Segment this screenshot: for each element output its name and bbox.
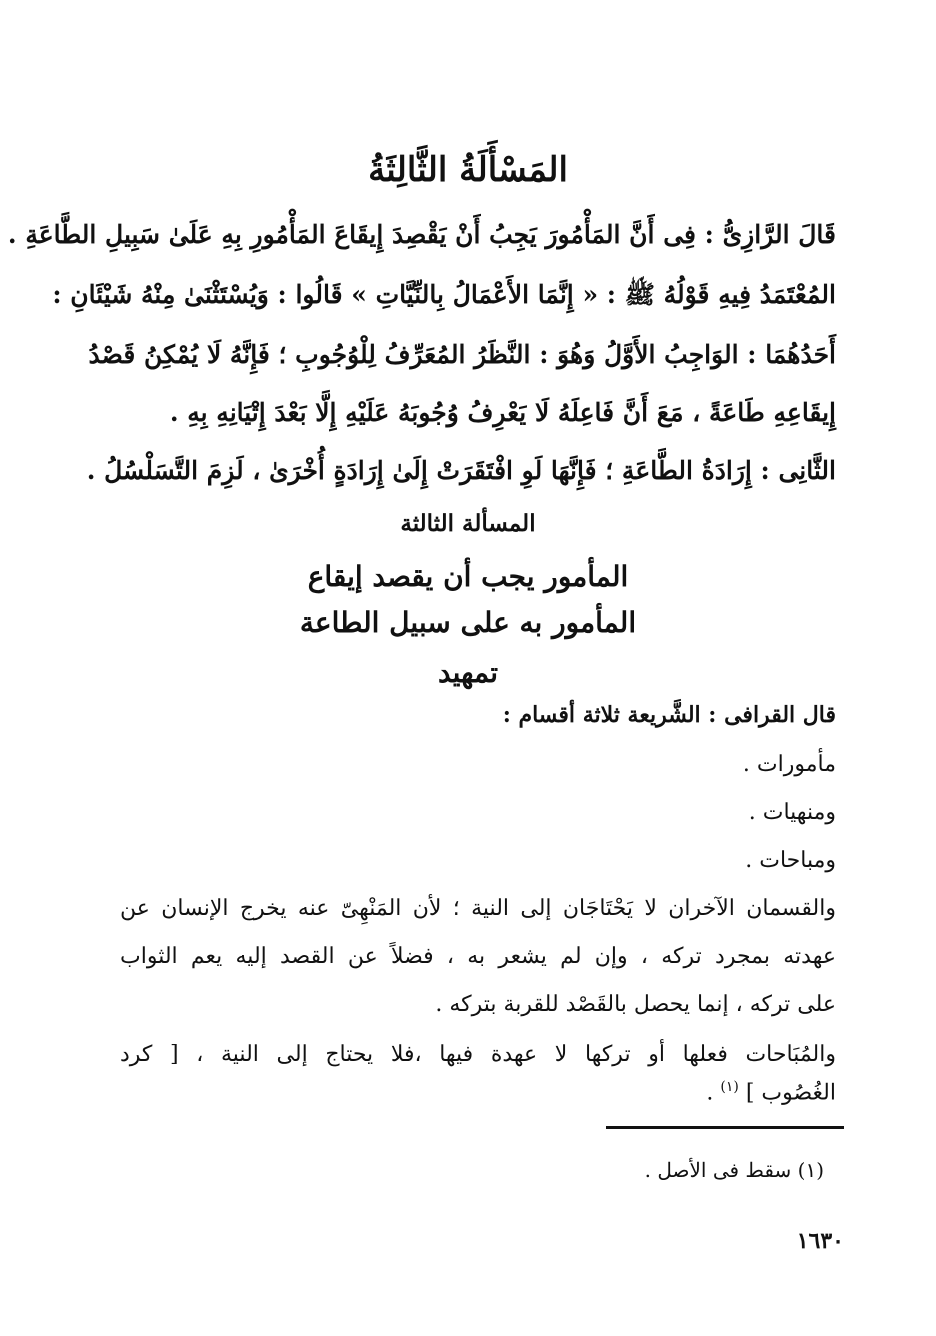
sharh-heading-line: المأمور يجب أن يقصد إيقاع	[307, 560, 629, 593]
body-line-last	[706, 1080, 836, 1104]
body-line: عهدته بمجرد تركه ، وإن لم يشعر به ، فضلاً عن القصد إليه يعم الثواب	[120, 944, 836, 969]
matn-line: المُعْتَمَدُ فِيهِ قَوْلُهُ ﷺ : « إِنَّمَا الأَعْمَالُ بِالنِّيَّاتِ » قَالُوا : وَيُسْتَثْنَىٰ مِنْهُ شَيْئَانِ :	[52, 280, 836, 309]
body-line: قال القرافى : الشَّريعة ثلاثة أقسام :	[502, 702, 836, 728]
body-line: والمُبَاحات فعلها أو تركها لا عهدة فيها ،فلا يحتاج إلى النية ، [ كرد	[120, 1042, 836, 1067]
list-item: مأمورات .	[742, 752, 836, 777]
matn-line: الثَّانِى : إِرَادَةُ الطَّاعَةِ ؛ فَإِنَّهَا لَوِ افْتَقَرَتْ إِلَىٰ إِرَادَةٍ أُخْرَىٰ ، لَزِمَ التَّسَلْسُلُ .	[86, 456, 836, 485]
footnote-divider	[606, 1126, 844, 1129]
matn-line: قَالَ الرَّازِىُّ : فِى أَنَّ المَأْمُورَ يَجِبُ أَنْ يَقْصِدَ إِيقَاعَ المَأْمُورِ بِهِ عَلَىٰ سَبِيلِ الطَّاعَةِ .	[7, 220, 836, 249]
body-text-fragment: الغُصُوب ]	[745, 1080, 836, 1106]
page-number: ١٦٣٠	[796, 1228, 844, 1254]
matn-line: إِيقَاعِهِ طَاعَةً ، مَعَ أَنَّ فَاعِلَهُ لَا يَعْرِفُ وُجُوبَهُ عَلَيْهِ إِلَّا بَعْدَ إِتْيَانِهِ بِهِ .	[169, 398, 836, 427]
sharh-heading-line: المأمور به على سبيل الطاعة	[299, 606, 637, 639]
footnote-ref: (١)	[720, 1079, 739, 1095]
list-item: ومنهيات .	[748, 800, 836, 825]
body-line: والقسمان الآخران لا يَحْتَاجَان إلى النية ؛ لأن المَنْهِىّ عنه يخرج الإنسان عن	[120, 896, 836, 921]
section-title: المَسْأَلَةُ الثَّالِثَةُ	[368, 150, 568, 190]
sharh-title: المسألة الثالثة	[400, 510, 536, 537]
sharh-subheading: تمهيد	[437, 656, 499, 689]
footnote: (١) سقط فى الأصل .	[644, 1158, 824, 1182]
body-line: على تركه ، إنما يحصل بالقَصْد للقربة بتركه .	[435, 992, 836, 1017]
body-block	[7, 0, 836, 1120]
body-text-fragment: .	[706, 1080, 714, 1106]
list-item: ومباحات .	[745, 848, 836, 873]
matn-line: أَحَدُهُمَا : الوَاجِبُ الأَوَّلُ وَهُوَ : النَّظَرُ المُعَرِّفُ لِلْوُجُوبِ ؛ فَإِنَّهُ لَا يُمْكِنُ قَصْدُ	[88, 340, 836, 369]
